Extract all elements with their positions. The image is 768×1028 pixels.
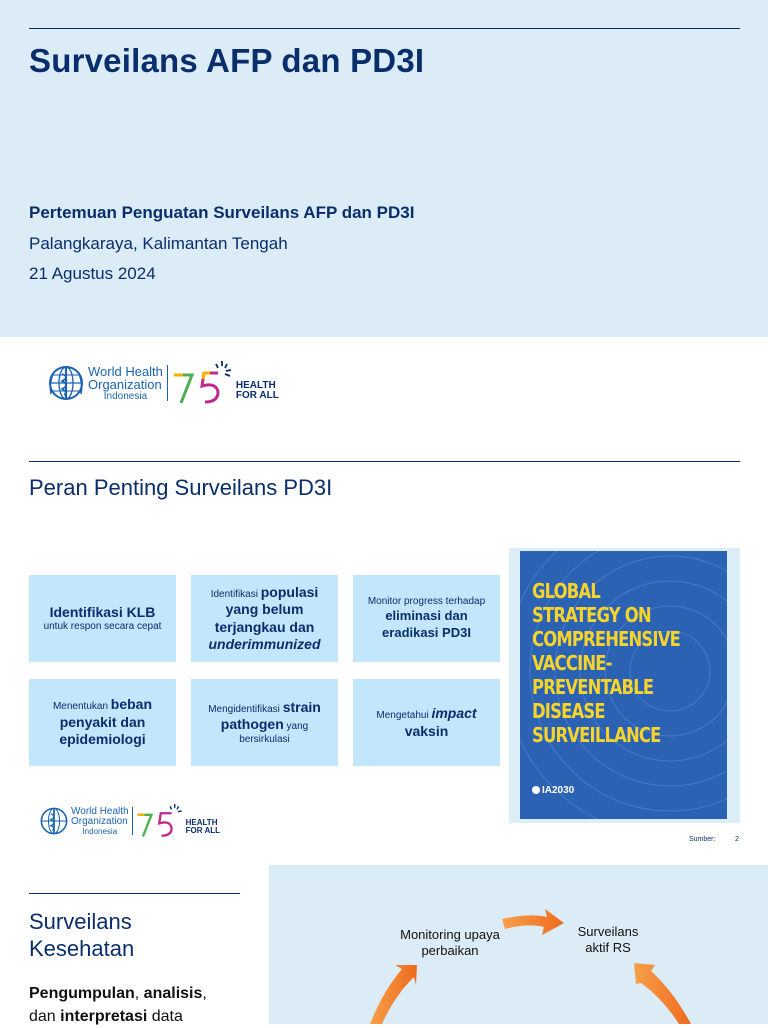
card-bold-text: beban penyakit dan epidemiologi — [59, 696, 153, 748]
definition-bold: interpretasi — [60, 1008, 148, 1025]
book-title-line: SURVEILLANCE — [532, 723, 661, 747]
slide3-heading: Surveilans Kesehatan — [29, 909, 135, 961]
card-bold-text: strain pathogen — [220, 698, 321, 733]
who-name-line2: Organization — [71, 815, 128, 827]
cycle-monitoring: Monitoring upaya perbaikan — [400, 927, 500, 958]
book-title-line: VACCINE- — [532, 651, 612, 675]
card-populasi — [191, 575, 338, 662]
arrow-down-right-icon — [634, 963, 691, 1024]
health-line1: HEALTH — [235, 380, 276, 391]
presentation-title: Surveilans AFP dan PD3I — [29, 42, 425, 79]
cycle-arrows — [269, 865, 768, 1024]
definition-bold: Pengumpulan — [29, 985, 135, 1002]
who-emblem-icon — [39, 806, 69, 836]
card-strain-pathogen — [191, 679, 338, 766]
card-bold-text: Identifikasi KLB — [49, 603, 156, 620]
definition-sep: , — [134, 985, 144, 1002]
ia2030-text: IA2030 — [542, 785, 575, 796]
section-heading: Peran Penting Surveilans PD3I — [29, 475, 333, 500]
card-pre-text: Identifikasi — [210, 588, 258, 600]
card-bold-text: eliminasi dan eradikasi PD3I — [382, 608, 471, 640]
logo-divider — [132, 807, 133, 835]
who-name-line2: Organization — [88, 376, 162, 392]
book-title-line: GLOBAL — [532, 579, 600, 603]
surveilans-slide — [0, 865, 768, 1024]
card-beban-penyakit — [29, 679, 176, 766]
ia2030-logo — [532, 785, 574, 796]
logo-divider — [167, 365, 168, 401]
peran-slide — [0, 337, 768, 865]
book-title-line: DISEASE — [532, 699, 605, 723]
title-slide — [0, 0, 768, 337]
book-title-line: PREVENTABLE — [532, 675, 654, 699]
who-logo-small — [39, 802, 220, 840]
card-post-text: underimmunized — [208, 636, 321, 652]
definition-sep: , — [202, 985, 207, 1002]
health-line2: FOR ALL — [185, 826, 220, 835]
card-bold-text: populasi yang belum terjangkau dan — [214, 583, 319, 635]
who-country: Indonesia — [82, 826, 118, 836]
who-country: Indonesia — [103, 390, 148, 402]
card-impact-vaksin — [353, 679, 500, 766]
card-post-text: yang bersirkulasi — [239, 721, 309, 745]
arrow-up-left-icon — [370, 965, 417, 1024]
health-line1: HEALTH — [185, 818, 218, 827]
definition-text — [29, 982, 249, 1028]
page-number: 2 — [735, 836, 739, 843]
definition-text-part: data — [147, 1008, 183, 1025]
cycle-surveilans-aktif: Surveilans aktif RS — [577, 924, 639, 955]
card-bold-text: impact — [431, 705, 477, 721]
title-rule — [29, 28, 740, 29]
seventy-five-anniversary-icon — [172, 359, 234, 407]
heading-rule — [29, 893, 240, 894]
who-logo — [47, 359, 279, 407]
book-title-line: COMPREHENSIVE — [532, 627, 680, 651]
health-line2: FOR ALL — [235, 390, 279, 401]
definition-bold: analisis — [143, 985, 203, 1002]
who-emblem-icon — [47, 364, 85, 402]
card-post-text: vaksin — [404, 722, 449, 739]
section-rule — [29, 461, 740, 462]
source-label: Sumber: — [689, 836, 716, 843]
definition-text-part: dan — [29, 1008, 61, 1025]
ia2030-dot-icon — [532, 786, 540, 794]
meeting-date: 21 Agustus 2024 — [29, 264, 156, 283]
book-cover — [520, 551, 727, 819]
book-title-line: STRATEGY ON — [532, 603, 651, 627]
card-identifikasi-klb — [29, 575, 176, 662]
meeting-name: Pertemuan Penguatan Surveilans AFP dan PD3I — [29, 203, 415, 222]
who-name-line1: World Health — [71, 805, 129, 817]
who-name-line1: World Health — [88, 363, 163, 379]
card-eliminasi — [353, 575, 500, 662]
seventy-five-anniversary-icon — [136, 802, 184, 840]
arrow-right-icon — [502, 909, 564, 935]
card-pre-text: Menentukan — [52, 701, 109, 713]
card-post-text: untuk respon secara cepat — [43, 621, 162, 632]
card-pre-text: Mengetahui — [376, 710, 429, 721]
card-pre-text: Mengidentifikasi — [208, 703, 280, 715]
book-title — [532, 579, 688, 747]
meeting-place: Palangkaraya, Kalimantan Tengah — [29, 234, 288, 253]
card-pre-text: Monitor progress terhadap — [367, 595, 486, 607]
